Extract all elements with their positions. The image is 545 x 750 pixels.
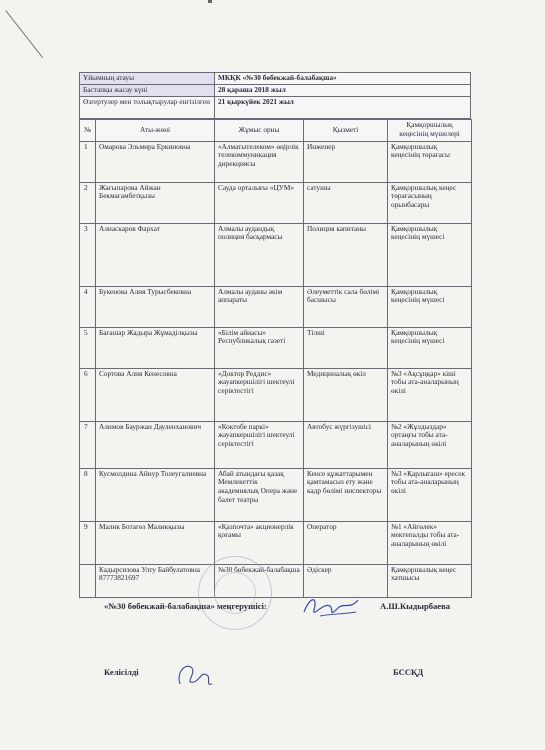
table-row (80, 286, 472, 327)
header-role: Қамқоршылық кеңесінің мүшелері (388, 119, 472, 141)
table-row (80, 564, 472, 597)
scan-artifact-line (5, 10, 43, 58)
row-position: Медициналық өкіл (304, 368, 388, 421)
table-row (80, 368, 472, 421)
row-position: сатушы (304, 182, 388, 223)
row-work: №30 бөбекжай-балабақша (215, 564, 304, 597)
row-role: №3 «Қарлығаш» ересек тобы ата-аналарының өкілі (388, 468, 472, 521)
row-work: Сауда орталығы «ЦУМ» (215, 182, 304, 223)
created-value: 28 қараша 2018 жыл (215, 84, 471, 96)
row-name: Алимов Бауржан Дауленханович (96, 421, 215, 468)
row-position: Әлеуметтік сала бөлімі басшысы (304, 286, 388, 327)
row-work: «Коктобе паркі» жауапкершілігі шектеулі серіктестігі (215, 421, 304, 468)
row-role: Қамқоршылық кеңесінің мүшесі (388, 327, 472, 368)
row-num: 8 (80, 468, 96, 521)
head-name: А.Ш.Кыдырбаева (380, 601, 451, 611)
org-value: МКҚК «№30 бөбекжай-балабақша» (215, 73, 471, 85)
row-work: «Қазпочта» акционерлік қоғамы (215, 521, 304, 564)
row-position: Полиция капитаны (304, 223, 388, 286)
row-name: Омарова Эльмира Еркиновна (96, 141, 215, 182)
row-name: Сортова Алия Кенесовна (96, 368, 215, 421)
changed-label: Өзгертулер мен толықтырулар енгізілген (80, 96, 215, 118)
row-name: Бағашар Жадыра Жұмаділқызы (96, 327, 215, 368)
row-name: Кусмолдина Айнур Толеугалиевна (96, 468, 215, 521)
row-role: №3 «Ақсұңқар» кіші тобы ата-аналарының өкілі (388, 368, 472, 421)
document-sheet (79, 72, 471, 598)
head-label: «№30 бөбекжай-балабақша» меңгерушісі: (104, 601, 267, 611)
table-header-row (80, 119, 472, 141)
scan-artifact-dot (208, 0, 212, 3)
table-row (80, 468, 472, 521)
row-num: 1 (80, 141, 96, 182)
row-name: Букенова Алия Турысбековна (96, 286, 215, 327)
row-num: 9 (80, 521, 96, 564)
row-work: Алмалы ауданы әкім аппараты (215, 286, 304, 327)
row-role: №1 «Айгөлек» мектепалды тобы ата-аналарының өкілі (388, 521, 472, 564)
row-position: Автобус жүргізушісі (304, 421, 388, 468)
row-work: «Алматытелеком» өңірлік телекоммуникация дирекциясы (215, 141, 304, 182)
row-position: Тілші (304, 327, 388, 368)
row-num: 5 (80, 327, 96, 368)
row-num: 7 (80, 421, 96, 468)
row-position: Кенсе құжаттарымен қамтамасыз ету және кадр бөлімі инспекторы (304, 468, 388, 521)
row-name: Малик Ботагөз Маликқызы (96, 521, 215, 564)
row-name: Алиаскаров Фархат (96, 223, 215, 286)
row-role: Қамқоршылық кеңес хатшысы (388, 564, 472, 597)
row-role: Қамқоршылық кеңесінің мүшесі (388, 286, 472, 327)
agreed-label: Келісілді (104, 667, 139, 677)
agreed-org: БССҚД (393, 667, 424, 677)
row-role: Қамқоршылық кеңесінің мүшесі (388, 223, 472, 286)
head-signature-icon (300, 592, 362, 624)
table-row (80, 421, 472, 468)
changed-value: 21 қыркүйек 2021 жыл (215, 96, 471, 118)
row-num: 6 (80, 368, 96, 421)
council-table (79, 119, 472, 598)
table-row (80, 327, 472, 368)
row-name: Кадырсизова Улту Байбулатовна 87773821697 (96, 564, 215, 597)
header-num: № (80, 119, 96, 141)
row-position: Оператор (304, 521, 388, 564)
row-name: Жағыпарова Айжан Бекмағамбетқызы (96, 182, 215, 223)
row-position: Әдіскер (304, 564, 388, 597)
agreed-signature-icon (172, 658, 216, 692)
header-name: Аты-жөні (96, 119, 215, 141)
header-work: Жұмыс орны (215, 119, 304, 141)
row-num (80, 564, 96, 597)
row-role: №2 «Жұлдыздар» ортаңғы тобы ата-аналарының өкілі (388, 421, 472, 468)
row-work: «Білім айнасы» Республикалық газеті (215, 327, 304, 368)
row-role: Қамқоршылық кеңес төрағасының орынбасары (388, 182, 472, 223)
table-row (80, 521, 472, 564)
row-work: Абай атындағы қазақ Мемлекеттік академиялық Опера және балет театры (215, 468, 304, 521)
row-work: Алмалы аудандық полиция басқармасы (215, 223, 304, 286)
row-position: Инженер (304, 141, 388, 182)
header-position: Қызметі (304, 119, 388, 141)
org-label: Ұйымның атауы (80, 73, 215, 85)
row-num: 2 (80, 182, 96, 223)
meta-table (79, 72, 471, 119)
table-row (80, 141, 472, 182)
table-row (80, 223, 472, 286)
row-role: Қамқоршылық кеңесінің төрағасы (388, 141, 472, 182)
row-num: 3 (80, 223, 96, 286)
row-num: 4 (80, 286, 96, 327)
created-label: Бастапқы жасау күні (80, 84, 215, 96)
row-work: «Доктор Реддис» жауапкершілігі шектеулі серіктестігі (215, 368, 304, 421)
table-row (80, 182, 472, 223)
